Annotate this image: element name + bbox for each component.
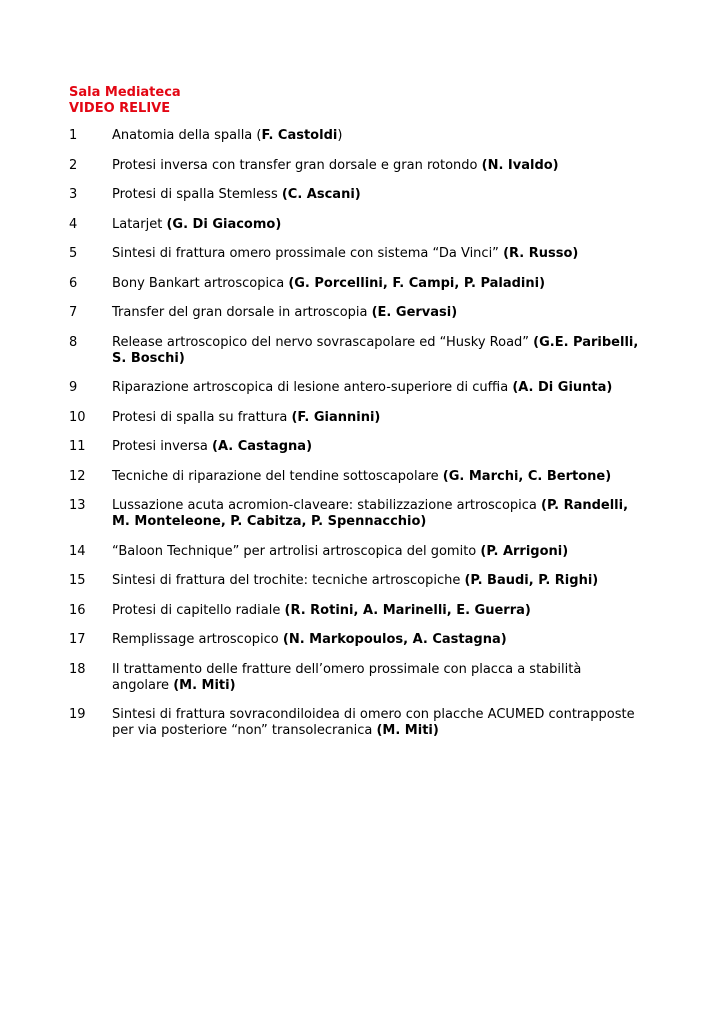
item-authors: (N. Markopoulos, A. Castagna) — [282, 632, 507, 647]
item-authors: (G. Marchi, C. Bertone) — [442, 468, 612, 484]
item-text — [112, 187, 639, 203]
list-item — [69, 128, 639, 144]
item-text — [112, 380, 639, 396]
item-number: 19 — [69, 707, 86, 722]
item-number: 12 — [69, 468, 86, 484]
list-item — [69, 469, 639, 485]
item-text — [112, 498, 639, 530]
item-title: Protesi di spalla su frattura — [112, 409, 292, 425]
item-title: Remplissage artroscopico — [112, 632, 283, 647]
item-authors: (E. Gervasi) — [371, 305, 458, 320]
list-item — [69, 662, 639, 694]
item-title: Protesi inversa — [112, 439, 212, 454]
item-title: Anatomia della spalla ( — [112, 128, 262, 143]
item-text — [112, 439, 639, 455]
item-text — [112, 603, 639, 619]
item-title: Protesi di capitello radiale — [112, 602, 285, 618]
item-text — [112, 128, 639, 144]
list-item — [69, 305, 639, 321]
item-text — [112, 410, 639, 426]
list-item — [69, 707, 639, 739]
item-number: 1 — [69, 128, 78, 143]
item-authors: (P. Baudi, P. Righi) — [464, 573, 599, 588]
item-number: 18 — [69, 661, 86, 677]
item-text — [112, 662, 639, 694]
item-title: Sintesi di frattura omero prossimale con sistema “Da Vinci” — [112, 246, 504, 261]
item-title: Release artroscopico del nervo sovrascapolare ed “Husky Road” — [112, 334, 534, 350]
item-title: Transfer del gran dorsale in artroscopia — [112, 305, 372, 320]
list-item — [69, 632, 639, 648]
item-title: Bony Bankart artroscopica — [112, 275, 289, 291]
item-number: 14 — [69, 543, 86, 559]
list-item — [69, 246, 639, 262]
item-title: Riparazione artroscopica di lesione antero-superiore di cuffia — [112, 380, 513, 395]
item-number: 16 — [69, 602, 86, 618]
item-authors: (P. Randelli, M. Monteleone, P. Cabitza, P. Spennacchio) — [112, 498, 629, 529]
item-number: 7 — [69, 305, 78, 320]
list-item — [69, 410, 639, 426]
item-title: Il trattamento delle fratture dell’omero prossimale con placca a stabilità angolare — [112, 661, 582, 693]
heading-title: VIDEO RELIVE — [69, 101, 171, 116]
item-authors: (M. Miti) — [376, 723, 439, 738]
item-number: 17 — [69, 632, 86, 647]
item-authors: (G.E. Paribelli, S. Boschi) — [112, 334, 639, 366]
list-item — [69, 335, 639, 367]
item-authors: (N. Ivaldo) — [481, 157, 559, 173]
list-item — [69, 573, 639, 589]
item-title: Sintesi di frattura del trochite: tecniche artroscopiche — [112, 573, 465, 588]
item-text — [112, 573, 639, 589]
list-item — [69, 276, 639, 292]
list-item — [69, 187, 639, 203]
list-item — [69, 439, 639, 455]
item-number: 11 — [69, 439, 86, 454]
item-authors: F. Castoldi — [261, 128, 338, 143]
item-title: Lussazione acuta acromion-claveare: stabilizzazione artroscopica — [112, 498, 542, 513]
list-item — [69, 380, 639, 396]
item-authors: (R. Russo) — [503, 246, 579, 261]
item-authors: (P. Arrigoni) — [480, 543, 569, 559]
item-title: “Baloon Technique” per artrolisi artroscopica del gomito — [112, 543, 481, 559]
item-number: 9 — [69, 380, 78, 395]
item-authors: (G. Di Giacomo) — [166, 216, 282, 232]
item-authors: (G. Porcellini, F. Campi, P. Paladini) — [288, 275, 546, 291]
item-text — [112, 335, 639, 367]
item-title: Sintesi di frattura sovracondiloidea di omero con placche ACUMED contrapposte per via posteriore “non” transolecranica — [112, 707, 635, 738]
item-title: Protesi di spalla Stemless — [112, 187, 282, 202]
item-text — [112, 632, 639, 648]
item-text — [112, 305, 639, 321]
item-text — [112, 707, 639, 739]
item-number: 5 — [69, 246, 78, 261]
list-item — [69, 498, 639, 530]
section-heading — [69, 85, 181, 117]
item-suffix: ) — [337, 128, 343, 143]
item-title: Latarjet — [112, 216, 167, 232]
item-text — [112, 544, 639, 560]
list-item — [69, 158, 639, 174]
item-authors: (C. Ascani) — [281, 187, 361, 202]
list-item — [69, 603, 639, 619]
item-number: 4 — [69, 216, 78, 232]
item-text — [112, 246, 639, 262]
list-item — [69, 544, 639, 560]
item-authors: (M. Miti) — [173, 677, 236, 693]
item-number: 8 — [69, 334, 78, 350]
item-text — [112, 158, 639, 174]
item-text — [112, 469, 639, 485]
video-list — [69, 128, 639, 753]
list-item — [69, 217, 639, 233]
item-number: 3 — [69, 187, 78, 202]
item-title: Protesi inversa con transfer gran dorsale e gran rotondo — [112, 157, 482, 173]
item-authors: (A. Di Giunta) — [512, 380, 613, 395]
item-number: 6 — [69, 275, 78, 291]
item-number: 10 — [69, 409, 86, 425]
item-authors: (A. Castagna) — [212, 439, 313, 454]
item-title: Tecniche di riparazione del tendine sottoscapolare — [112, 468, 443, 484]
item-number: 15 — [69, 573, 86, 588]
item-authors: (R. Rotini, A. Marinelli, E. Guerra) — [284, 602, 531, 618]
item-text — [112, 276, 639, 292]
heading-room: Sala Mediateca — [69, 85, 181, 100]
item-number: 13 — [69, 498, 86, 513]
item-text — [112, 217, 639, 233]
item-authors: (F. Giannini) — [291, 409, 381, 425]
item-number: 2 — [69, 157, 78, 173]
